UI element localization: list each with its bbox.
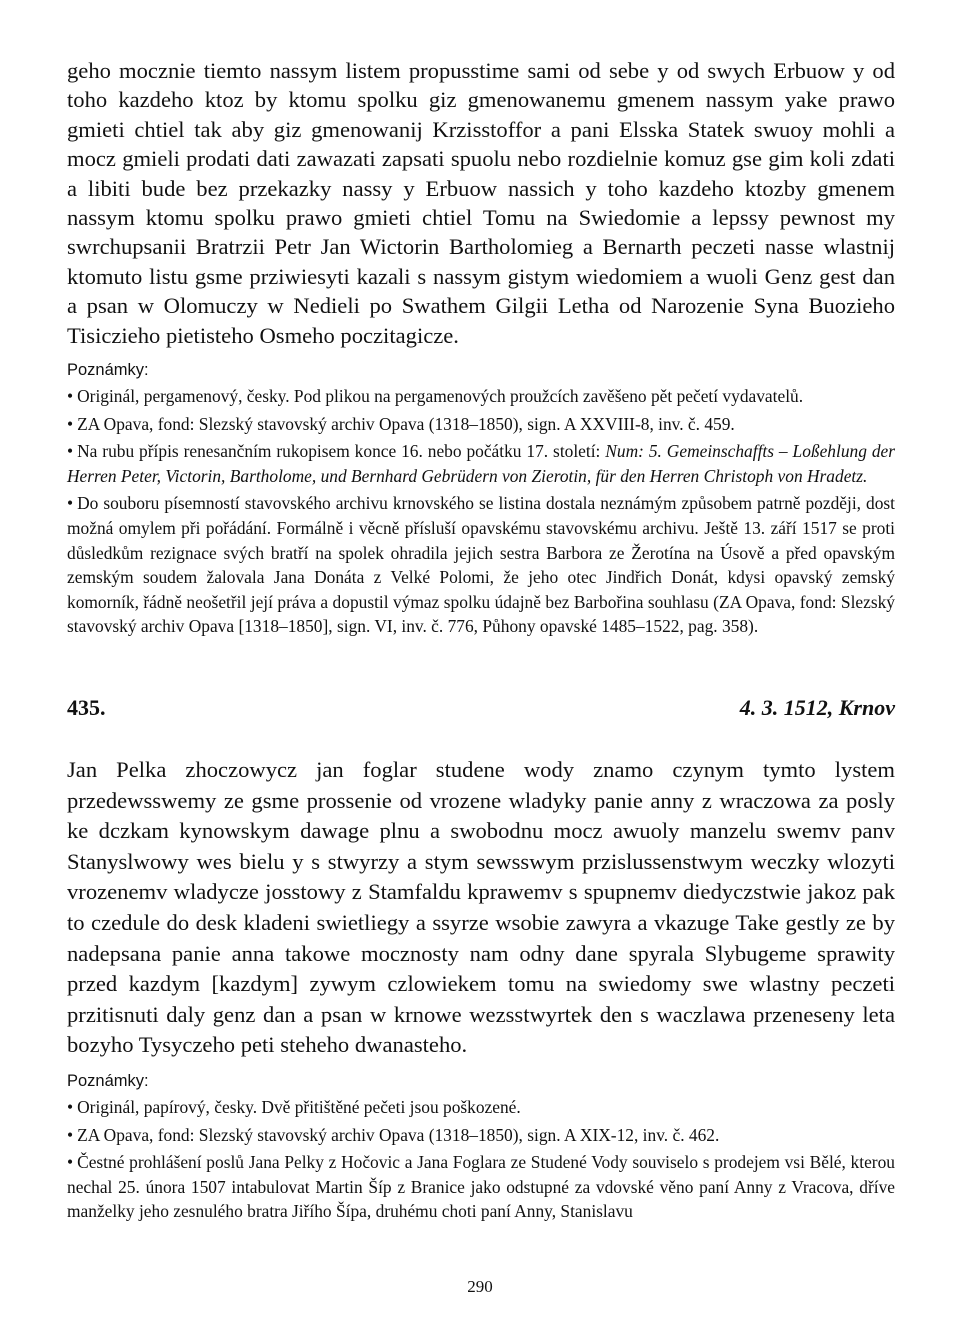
note-text: ZA Opava, fond: Slezský stavovský archiv Opava (1318–1850), sign. A XXVIII-8, inv. č. 459. (77, 413, 735, 434)
entry-date-place: 4. 3. 1512, Krnov (739, 695, 895, 720)
note-item (67, 1150, 895, 1224)
notes-label: Poznámky: (67, 1071, 149, 1090)
bullet-icon: • (67, 1096, 74, 1117)
bullet-icon: • (67, 1124, 74, 1145)
bullet-icon: • (67, 1152, 74, 1173)
document-text-entry: Jan Pelka zhoczowycz jan foglar studene wody znamo czynym tymto lystem przedewsswemy ze gsme prossenie od vrozene wladyky panie anny z wraczowa za posly ke dczkam kynowskym dawage plnu a swobodnu mocz awuoly manzelu swemv panv Stanyslwowy wes bielu y s stwyrzy a stym sewsswym przislussenstwym weczky wlozyti vrozenemv wladycze josstowy z Stamfaldu kprawemv s spupnemv diedyczstwie jakoz pak to czedule do desk kladeni swietliegy a ssyrze wsobie zawyra a vkazuge Take gestly ze by nadepsana panie anna takowe mocznosty nam odny dane spyrala Slybugeme sprawity przed kazdym [kazdym] zywym czlowiekem tomu na swiedomy swe wlastny peczeti przitisnuti daly genz dan a psan w krnowe wezsstwyrtek den s waczlawa przeneseny leta bozyho Tysyczeho peti steheho dwanasteho. (67, 757, 895, 1058)
note-text: Originál, pergamenový, česky. Pod plikou na pergamenových proužcích zavěšeno pět pečetí vydavatelů. (77, 386, 804, 407)
entry-heading (67, 695, 895, 721)
note-item (67, 412, 895, 437)
bullet-icon: • (67, 386, 74, 407)
bullet-icon: • (67, 413, 74, 434)
bullet-icon: • (67, 441, 74, 462)
note-text: Čestné prohlášení poslů Jana Pelky z Hočovic a Jana Foglara ze Studené Vody souviselo s prodejem vsi Bělé, kterou nechal 25. února 1507 intabulovat Martin Šíp z Branice jako odstupné za vdovské věno paní Anny z Vracova, dříve manželky jeho zesnulého bratra Jiřího Šípa, druhému choti paní Anny, Stanislavu (67, 1152, 895, 1222)
page-content (67, 56, 895, 1227)
note-item (67, 491, 895, 639)
note-text: ZA Opava, fond: Slezský stavovský archiv Opava (1318–1850), sign. A XIX-12, inv. č. 462. (77, 1124, 720, 1145)
note-item (67, 1095, 895, 1120)
bullet-icon: • (67, 493, 74, 514)
note-item (67, 439, 895, 488)
note-text: Originál, papírový, česky. Dvě přitištěné pečeti jsou poškozené. (77, 1096, 521, 1117)
note-item (67, 1123, 895, 1148)
page-number: 290 (467, 1277, 493, 1296)
notes-label: Poznámky: (67, 361, 149, 380)
note-quote: Num: 5. Gemeinschaffts – Loßehlung der Herren Peter, Victorin, Bartholome, und Bernhard Gebrüdern von Zierotin, für den Herren Christoph von Hradetz. (67, 441, 895, 486)
note-text: Na rubu přípis renesančním rukopisem konce 16. nebo počátku 17. století: (77, 441, 606, 462)
note-item (67, 384, 895, 409)
entry-number: 435. (67, 695, 106, 720)
note-text: Do souboru písemností stavovského archivu krnovského se listina dostala neznámým způsobem patrně později, dost možná omylem při pořádání. Formálně i věcně přísluší opavskému stavovskému archivu. Ještě 13. září 1517 se proti důsledkům rezignace svých bratří na spolek ohradila jejich sestra Barbora ze Žerotína na Úsově a před opavským zemským soudem žalovala Jana Donáta z Velké Polomi, že jeho otec Jindřich Donát, kdysi opavský zemský komorník, řádně neošetřil její práva a dopustil výmaz spolku údajně bez Barbořina souhlasu (ZA Opava, fond: Slezský stavovský archiv Opava [1318–1850], sign. VI, inv. č. 776, Půhony opavské 1485–1522, pag. 358). (67, 493, 895, 637)
document-text-continuation: geho mocznie tiemto nassym listem propusstime sami od sebe y od swych Erbuow y od toho kazdeho ktoz by ktomu spolku giz gmenowanemu gmenem nassym yake prawo gmieti chtiel tak aby giz gmenowanij Krzisstoffor a pani Elsska Statek swuoy mohli a mocz gmieli prodati dati zawazati zapsati spuolu nebo rozdielnie komuz gse gim koli zdati a libiti bude bez przekazky nassy y Erbuow nassich y toho kazdeho ktozby gmenem nassym ktomu spolku prawo gmieti chtiel Tomu na Swiedomie a lepssy pewnost my swrchupsanii Bratrzii Petr Jan Wictorin Bartholomieg a Bernarth peczeti nasse wlastnij ktomuto listu gsme prziwiesyti kazali s nassym gistym wiedomiem a wuoli Genz gest dan a psan w Olomuczy w Nedieli po Swathem Gilgii Letha od Narozenie Syna Buozieho Tisiczieho pietisteho Osmeho poczitagicze. (67, 58, 895, 348)
